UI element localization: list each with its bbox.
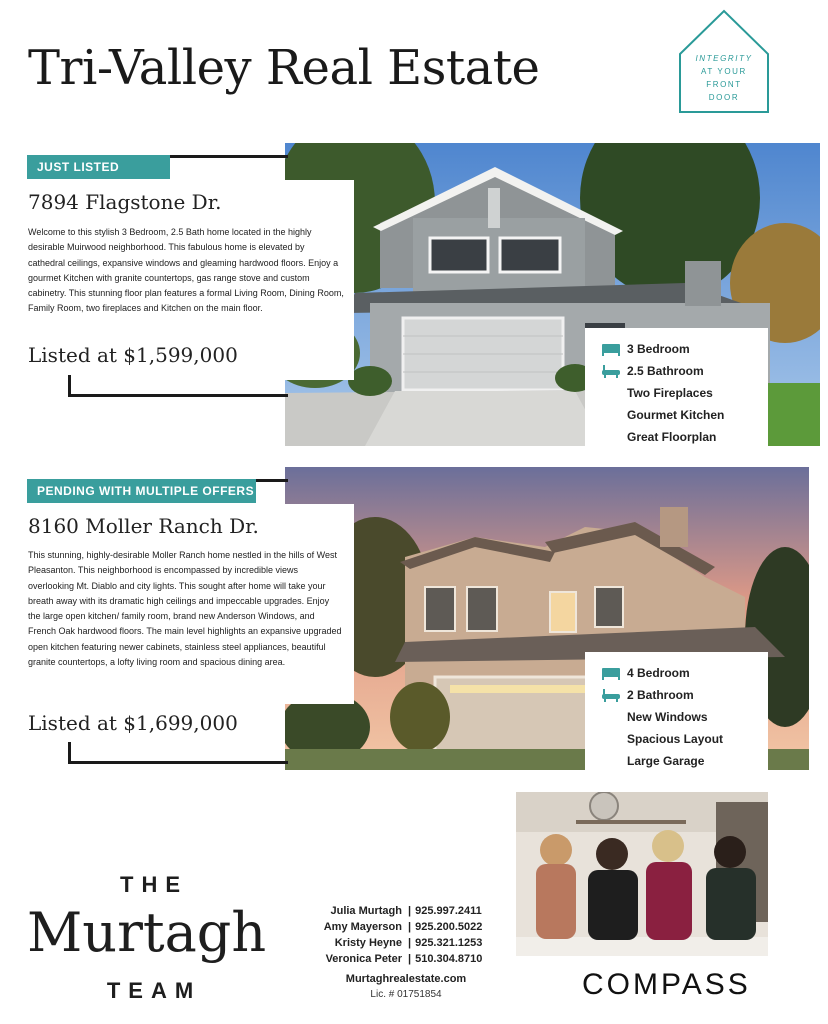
connector-line: [68, 761, 288, 764]
feature-label: Great Floorplan: [627, 430, 717, 444]
feature-item: [601, 728, 768, 750]
feature-item: [601, 750, 768, 772]
feature-label: 4 Bedroom: [627, 666, 690, 680]
badge-slogan: [678, 52, 770, 104]
team-logo-name: Murtagh: [27, 901, 267, 964]
bathtub-icon: [601, 364, 621, 378]
feature-item: [601, 382, 768, 404]
bathtub-icon: [601, 688, 621, 702]
feature-label: Spacious Layout: [627, 732, 724, 746]
badge-line: AT YOUR: [701, 67, 747, 76]
bed-icon: [601, 666, 621, 680]
license-number: Lic. # 01751854: [370, 989, 442, 1000]
listing-2-description: This stunning, highly-desirable Moller Ranch home nestled in the hills of West Pleasanton. This neighborhood is encompassed by incredible views overlooking Mt. Diablo and city lights. This sought after home will take your breath away with its dramatic high ceilings and impeccable upgrades. Enjoy the large open kitchen/ family room, brand new Anderson Windows, and French Oak hardwood floors. The main level highlights an expansive upgraded open kitchen featuring newer cabinets, stainless steel appliances, beautiful granite countertops, a lofty living room and spacious dining area.: [28, 550, 342, 668]
connector-line: [68, 394, 288, 397]
status-tag-just-listed: JUST LISTED: [27, 155, 170, 179]
page-title: Tri-Valley Real Estate: [28, 40, 540, 96]
feature-label: Large Garage: [627, 754, 705, 768]
listing-1-features: [585, 328, 768, 446]
feature-item: [601, 338, 768, 360]
contact-phone[interactable]: 925.997.2411: [415, 905, 482, 917]
feature-label: 2 Bathroom: [627, 688, 694, 702]
feature-item: [601, 360, 768, 382]
listing-1-description: Welcome to this stylish 3 Bedroom, 2.5 Bath home located in the highly desirable Muirwood neighborhood. This fabulous home is elevated by cathedral ceilings, expansive windows and gleaming hardwood floors. Enjoy a gourmet Kitchen with granite countertops, gas range stove and custom cabinetry. This stunning floor plan features a formal Living Room, Dining Room, Family Room, two fireplaces and Kitchen on the main floor.: [28, 227, 344, 314]
feature-label: Gourmet Kitchen: [627, 408, 725, 422]
badge-line: FRONT: [706, 80, 742, 89]
listing-1-address: 7894 Flagstone Dr.: [28, 190, 222, 214]
contact-phone[interactable]: 925.200.5022: [415, 921, 483, 933]
team-photo: [516, 792, 768, 956]
feature-item: [601, 706, 768, 728]
contact-row: Kristy Heyne | 925.321.1253: [300, 935, 482, 951]
contact-list: [300, 903, 482, 967]
feature-label: New Windows: [627, 710, 708, 724]
contact-name: Amy Mayerson: [323, 921, 402, 933]
listing-2-address: 8160 Moller Ranch Dr.: [28, 514, 259, 538]
listing-1-price: Listed at $1,599,000: [28, 343, 238, 367]
feature-item: [601, 662, 768, 684]
feature-label: 2.5 Bathroom: [627, 364, 704, 378]
feature-label: Two Fireplaces: [627, 386, 713, 400]
listing-2-features: [585, 652, 768, 770]
badge-line: DOOR: [708, 93, 740, 102]
connector-line: [170, 155, 288, 158]
feature-label: 3 Bedroom: [627, 342, 690, 356]
contact-name: Veronica Peter: [325, 953, 402, 965]
contact-row: Veronica Peter | 510.304.8710: [300, 951, 482, 967]
status-tag-pending: PENDING WITH MULTIPLE OFFERS: [27, 479, 256, 503]
feature-item: [601, 684, 768, 706]
listing-2-price: Listed at $1,699,000: [28, 711, 238, 735]
contact-name: Julia Murtagh: [330, 905, 402, 917]
team-logo-team: TEAM: [106, 978, 202, 1003]
contact-phone[interactable]: 510.304.8710: [415, 953, 483, 965]
badge-line: INTEGRITY: [695, 54, 753, 63]
contact-row: Amy Mayerson | 925.200.5022: [300, 919, 482, 935]
team-logo-the: THE: [120, 872, 188, 897]
bed-icon: [601, 342, 621, 356]
website-link[interactable]: Murtaghrealestate.com: [345, 973, 467, 985]
feature-item: [601, 404, 768, 426]
compass-logo: COMPASS: [582, 968, 751, 1001]
feature-item: [601, 426, 768, 448]
contact-row: Julia Murtagh | 925.997.2411: [300, 903, 482, 919]
connector-line: [256, 479, 288, 482]
contact-phone[interactable]: 925.321.1253: [415, 937, 483, 949]
contact-name: Kristy Heyne: [334, 937, 402, 949]
